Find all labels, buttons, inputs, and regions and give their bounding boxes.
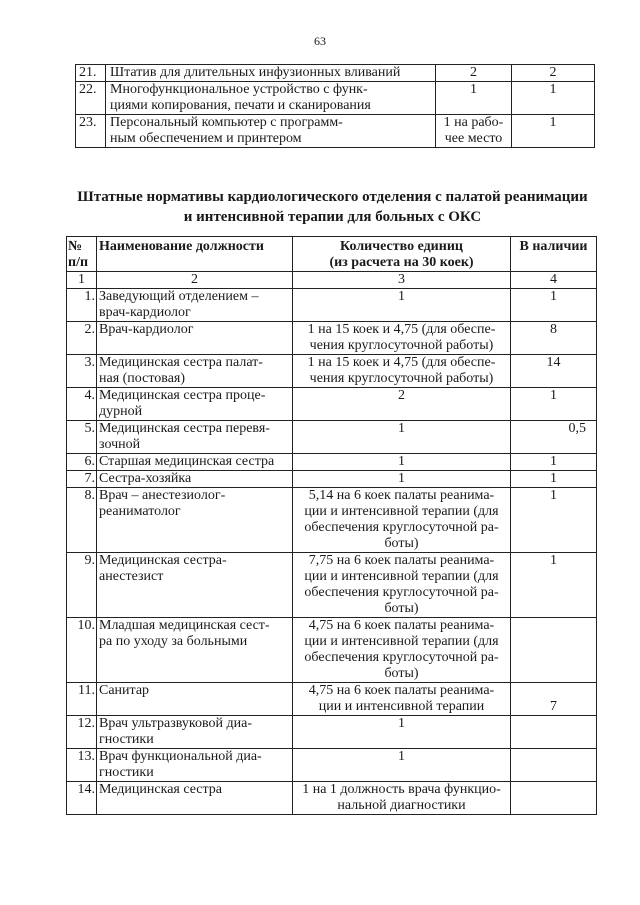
available-count: 1 — [511, 289, 597, 322]
available-count: 1 — [511, 488, 597, 553]
table-row — [67, 618, 597, 683]
position-name: Врач ультразвуковой диа- гностики — [97, 716, 293, 749]
position-name: Медицинская сестра — [97, 782, 293, 815]
units-count: 4,75 на 6 коек палаты реанима- ции и интенсивной терапии — [293, 683, 511, 716]
table-row — [67, 388, 597, 421]
position-name: Сестра-хозяйка — [97, 471, 293, 488]
staffing-table — [66, 236, 597, 815]
table-row — [76, 115, 595, 148]
row-number: 9. — [67, 553, 97, 618]
available-quantity: 2 — [512, 65, 595, 82]
position-name: Старшая медицинская сестра — [97, 454, 293, 471]
units-count: 1 на 15 коек и 4,75 (для обеспе- чения круглосуточной работы) — [293, 322, 511, 355]
units-count: 7,75 на 6 коек палаты реанима- ции и интенсивной терапии (для обеспечения круглосуточной ра- боты) — [293, 553, 511, 618]
column-number: 1 — [67, 272, 97, 289]
units-count: 1 на 15 коек и 4,75 (для обеспе- чения круглосуточной работы) — [293, 355, 511, 388]
table-header-row — [67, 237, 597, 272]
units-count: 4,75 на 6 коек палаты реанима- ции и интенсивной терапии (для обеспечения круглосуточной ра- боты) — [293, 618, 511, 683]
row-number: 10. — [67, 618, 97, 683]
table-row — [67, 716, 597, 749]
row-number: 3. — [67, 355, 97, 388]
column-number: 3 — [293, 272, 511, 289]
available-quantity: 1 — [512, 115, 595, 148]
position-name: Санитар — [97, 683, 293, 716]
table-row — [67, 322, 597, 355]
position-name: Заведующий отделением – врач-кардиолог — [97, 289, 293, 322]
table-row — [67, 749, 597, 782]
row-number: 2. — [67, 322, 97, 355]
available-count — [511, 618, 597, 683]
row-number: 14. — [67, 782, 97, 815]
equipment-table — [75, 64, 595, 148]
header-position: Наименование должности — [97, 237, 293, 272]
table-row — [76, 82, 595, 115]
position-name: Медицинская сестра перевя- зочной — [97, 421, 293, 454]
row-number: 23. — [76, 115, 106, 148]
available-count: 7 — [511, 683, 597, 716]
position-name: Младшая медицинская сест- ра по уходу за больными — [97, 618, 293, 683]
required-quantity: 1 на рабо- чее место — [436, 115, 512, 148]
units-count: 1 на 1 должность врача функцио- нальной диагностики — [293, 782, 511, 815]
available-count: 1 — [511, 454, 597, 471]
column-number: 4 — [511, 272, 597, 289]
table-row — [67, 471, 597, 488]
row-number: 11. — [67, 683, 97, 716]
table-row — [67, 683, 597, 716]
available-count: 1 — [511, 471, 597, 488]
row-number: 4. — [67, 388, 97, 421]
row-number: 1. — [67, 289, 97, 322]
table-row — [67, 421, 597, 454]
page-number: 63 — [314, 34, 326, 48]
table-row — [67, 553, 597, 618]
available-count — [511, 749, 597, 782]
section-heading-line-1: Штатные нормативы кардиологического отделения с палатой реанимации — [77, 189, 588, 205]
row-number: 7. — [67, 471, 97, 488]
section-heading — [60, 187, 605, 227]
table-row — [67, 488, 597, 553]
units-count: 1 — [293, 471, 511, 488]
header-number: № п/п — [67, 237, 97, 272]
position-name: Медицинская сестра- анестезист — [97, 553, 293, 618]
row-number: 22. — [76, 82, 106, 115]
available-count: 14 — [511, 355, 597, 388]
required-quantity: 2 — [436, 65, 512, 82]
position-name: Медицинская сестра палат- ная (постовая) — [97, 355, 293, 388]
equipment-name: Штатив для длительных инфузионных вливаний — [106, 65, 436, 82]
row-number: 8. — [67, 488, 97, 553]
table-row — [67, 289, 597, 322]
units-count: 1 — [293, 421, 511, 454]
available-count: 1 — [511, 553, 597, 618]
available-count — [511, 716, 597, 749]
units-count: 2 — [293, 388, 511, 421]
position-name: Врач функциональной диа- гностики — [97, 749, 293, 782]
available-count: 0,5 — [511, 421, 597, 454]
available-quantity: 1 — [512, 82, 595, 115]
position-name: Врач – анестезиолог- реаниматолог — [97, 488, 293, 553]
position-name: Медицинская сестра проце- дурной — [97, 388, 293, 421]
table-row — [67, 355, 597, 388]
equipment-name: Персональный компьютер с программ- ным обеспечением и принтером — [106, 115, 436, 148]
row-number: 12. — [67, 716, 97, 749]
table-row — [67, 454, 597, 471]
row-number: 5. — [67, 421, 97, 454]
units-count: 1 — [293, 716, 511, 749]
available-count: 8 — [511, 322, 597, 355]
row-number: 13. — [67, 749, 97, 782]
header-available: В наличии — [511, 237, 597, 272]
units-count: 1 — [293, 289, 511, 322]
table-row — [76, 65, 595, 82]
units-count: 1 — [293, 454, 511, 471]
units-count: 5,14 на 6 коек палаты реанима- ции и интенсивной терапии (для обеспечения круглосуточной ра- боты) — [293, 488, 511, 553]
table-row — [67, 782, 597, 815]
row-number: 6. — [67, 454, 97, 471]
row-number: 21. — [76, 65, 106, 82]
equipment-name: Многофункциональное устройство с функ- циями копирования, печати и сканирования — [106, 82, 436, 115]
available-count: 1 — [511, 388, 597, 421]
required-quantity: 1 — [436, 82, 512, 115]
column-number: 2 — [97, 272, 293, 289]
units-count: 1 — [293, 749, 511, 782]
column-numbers-row — [67, 272, 597, 289]
header-units: Количество единиц (из расчета на 30 коек) — [293, 237, 511, 272]
available-count — [511, 782, 597, 815]
position-name: Врач-кардиолог — [97, 322, 293, 355]
section-heading-line-2: и интенсивной терапии для больных с ОКС — [183, 209, 482, 225]
